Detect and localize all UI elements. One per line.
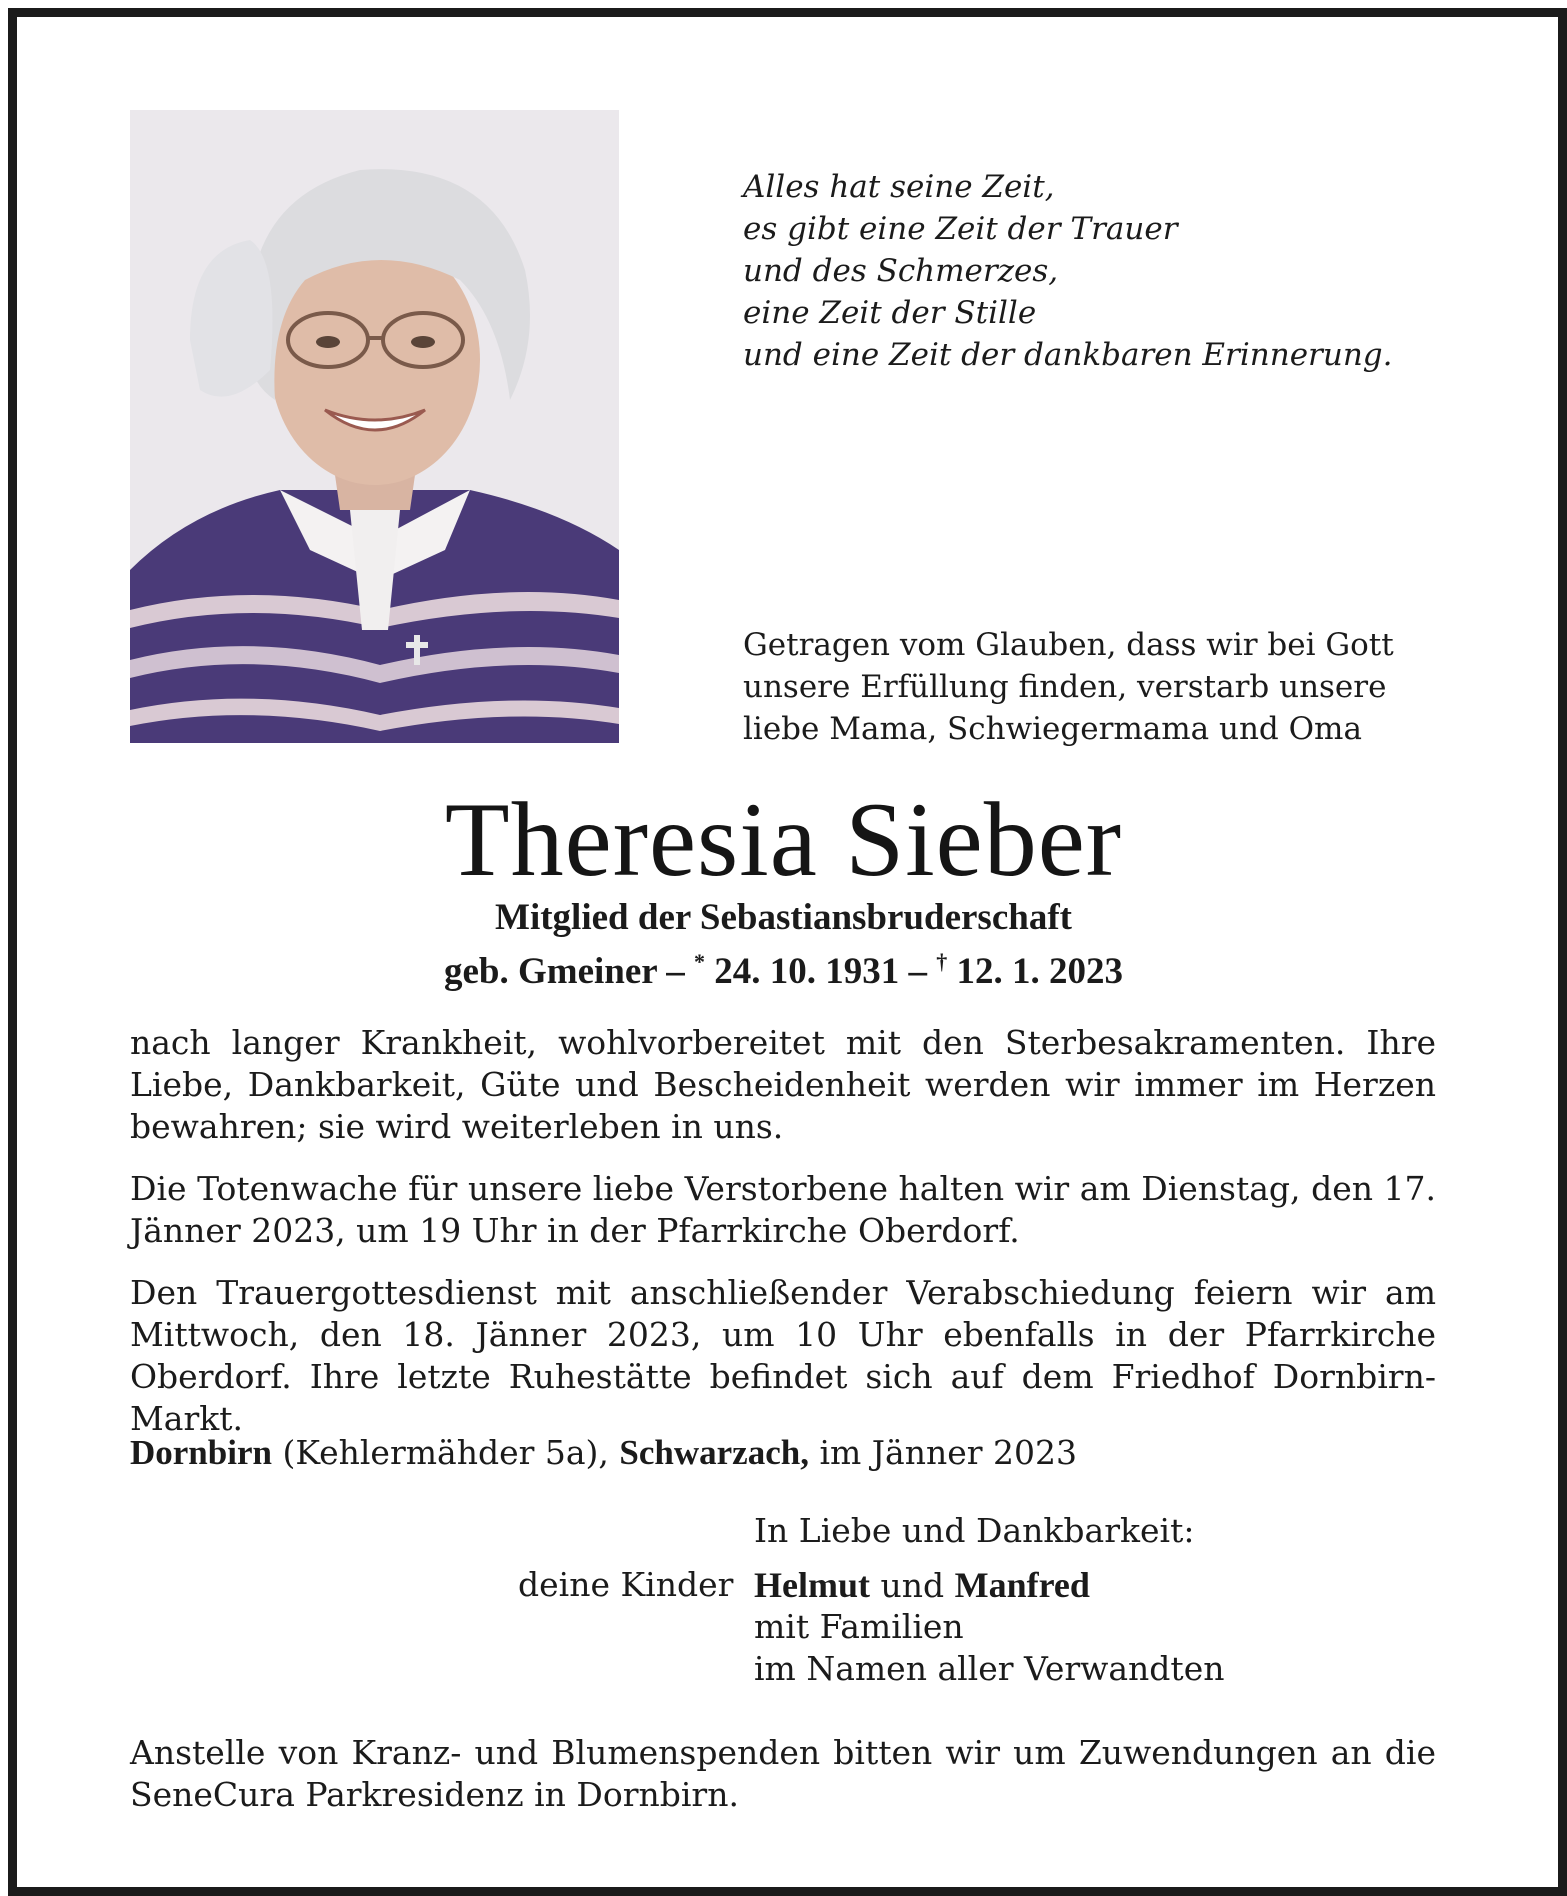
child-name: Helmut	[754, 1565, 870, 1605]
poem	[743, 166, 1483, 376]
paragraph-wake: Die Totenwache für unsere liebe Verstorbene halten wir am Dienstag, den 17. Jänner 2023, um 19 Uhr in der Pfarrkirche Oberdorf.	[130, 1169, 1436, 1250]
intro-line: liebe Mama, Schwiegermama und Oma	[743, 711, 1362, 747]
dash-separator: –	[657, 951, 695, 992]
life-dates	[0, 940, 1567, 994]
address: (Kehlermähder 5a),	[271, 1433, 620, 1472]
poem-line: eine Zeit der Stille	[743, 295, 1037, 331]
deceased-name: Theresia Sieber	[444, 781, 1123, 898]
poem-line: und eine Zeit der dankbaren Erinnerung.	[743, 337, 1393, 373]
maiden-name: geb. Gmeiner	[443, 951, 658, 992]
families-line: mit Familien	[754, 1607, 964, 1646]
poem-line: es gibt eine Zeit der Trauer	[743, 211, 1178, 247]
intro-line: Getragen vom Glauben, dass wir bei Gott	[743, 627, 1394, 663]
children-prefix: deine Kinder	[518, 1565, 734, 1604]
portrait-illustration	[130, 110, 619, 743]
intro-line: unsere Erfüllung finden, verstarb unsere	[743, 669, 1387, 705]
portrait-photo	[130, 110, 619, 743]
membership-line: Mitglied der Sebastiansbruderschaft	[495, 897, 1072, 938]
signoff: In Liebe und Dankbarkeit:	[754, 1511, 1195, 1550]
donation-note: Anstelle von Kranz- und Blumenspenden bitten wir um Zuwendungen an die SeneCura Parkresidenz in Dornbirn.	[130, 1733, 1436, 1814]
notice-date: im Jänner 2023	[808, 1433, 1077, 1472]
children-names	[754, 1564, 1090, 1607]
relatives-line: im Namen aller Verwandten	[754, 1649, 1225, 1688]
paragraph-funeral: Den Trauergottesdienst mit anschließender Verabschiedung feiern wir am Mittwoch, den 18. Jänner 2023, um 10 Uhr ebenfalls in der Pfarrkirche Oberdorf. Ihre letzte Ruhestätte befindet sich auf dem Friedhof Dornbirn-Markt.	[130, 1273, 1436, 1438]
city-dornbirn: Dornbirn	[130, 1433, 272, 1472]
birth-symbol: *	[694, 949, 706, 974]
paragraph-illness: nach langer Krankheit, wohlvorbereitet mit den Sterbesakramenten. Ihre Liebe, Dankbarkeit, Güte und Bescheidenheit werden wir immer im Herzen bewahren; sie wird weiterleben in uns.	[130, 1023, 1436, 1146]
poem-line: und des Schmerzes,	[743, 253, 1059, 289]
dash-separator: –	[899, 951, 937, 992]
city-schwarzach: Schwarzach,	[619, 1433, 809, 1472]
death-date: 12. 1. 2023	[947, 951, 1124, 992]
intro-text	[743, 624, 1463, 750]
birth-date: 24. 10. 1931	[705, 951, 900, 992]
place-date-line	[130, 1432, 1436, 1474]
death-symbol: †	[936, 949, 948, 974]
poem-line: Alles hat seine Zeit,	[743, 169, 1055, 205]
child-name: Manfred	[954, 1565, 1090, 1605]
conjunction: und	[869, 1566, 955, 1605]
